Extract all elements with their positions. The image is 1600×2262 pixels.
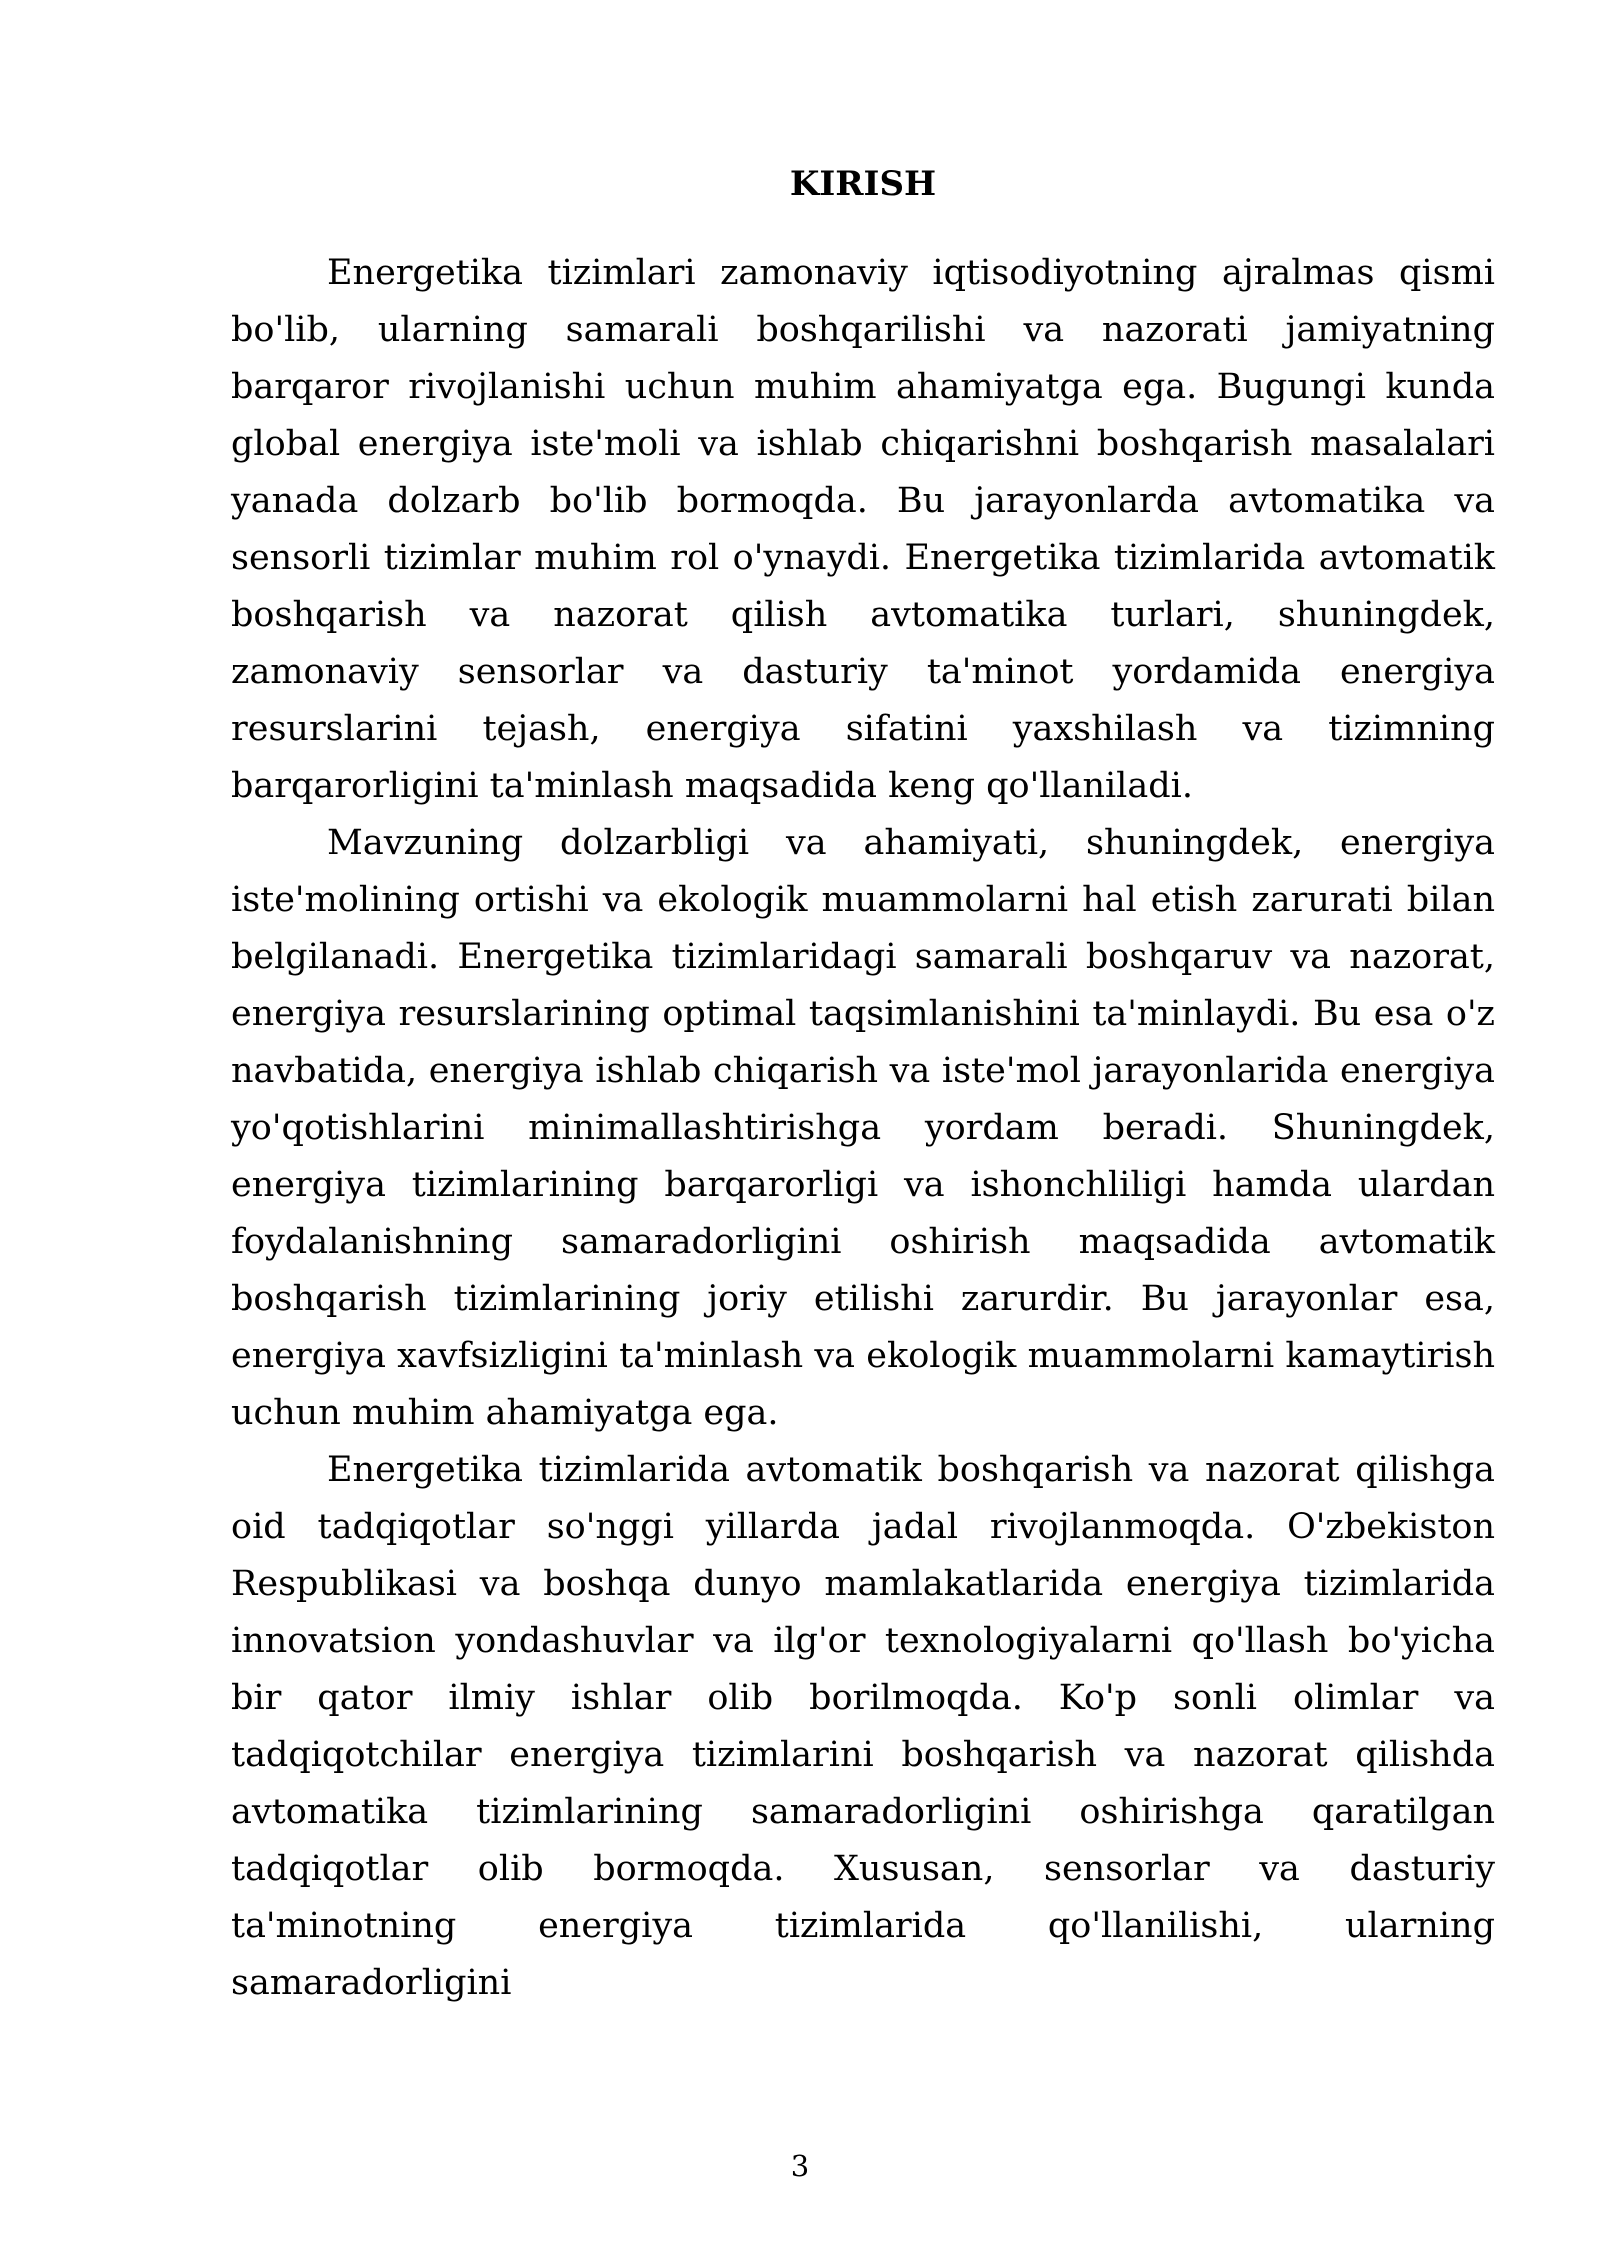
paragraph: Mavzuning dolzarbligi va ahamiyati, shuningdek, energiya iste'molining ortishi va ekologik muammolarni hal etish zarurati bilan belgilanadi. Energetika tizimlaridagi samarali boshqaruv va nazorat, energiya resurslarining optimal taqsimlanishini ta'minlaydi. Bu esa o'z navbatida, energiya ishlab chiqarish va iste'mol jarayonlarida energiya yo'qotishlarini minimallashtirishga yordam beradi. Shuningdek, energiya tizimlarining barqarorligi va ishonchliligi hamda ulardan foydalanishning samaradorligini oshirish maqsadida avtomatik boshqarish tizimlarining joriy etilishi zarurdir. Bu jarayonlar esa, energiya xavfsizligini ta'minlash va ekologik muammolarni kamaytirish uchun muhim ahamiyatga ega. [231,823,1495,1433]
paragraph: Energetika tizimlari zamonaviy iqtisodiyotning ajralmas qismi bo'lib, ularning samarali boshqarilishi va nazorati jamiyatning barqaror rivojlanishi uchun muhim ahamiyatga ega. Bugungi kunda global energiya iste'moli va ishlab chiqarishni boshqarish masalalari yanada dolzarb bo'lib bormoqda. Bu jarayonlarda avtomatika va sensorli tizimlar muhim rol o'ynaydi. Energetika tizimlarida avtomatik boshqarish va nazorat qilish avtomatika turlari, shuningdek, zamonaviy sensorlar va dasturiy ta'minot yordamida energiya resurslarini tejash, energiya sifatini yaxshilash va tizimning barqarorligini ta'minlash maqsadida keng qo'llaniladi. [231,253,1495,806]
body-text [231,245,1495,2012]
paragraph: Energetika tizimlarida avtomatik boshqarish va nazorat qilishga oid tadqiqotlar so'nggi yillarda jadal rivojlanmoqda. O'zbekiston Respublikasi va boshqa dunyo mamlakatlarida energiya tizimlarida innovatsion yondashuvlar va ilg'or texnologiyalarni qo'llash bo'yicha bir qator ilmiy ishlar olib borilmoqda. Ko'p sonli olimlar va tadqiqotchilar energiya tizimlarini boshqarish va nazorat qilishda avtomatika tizimlarining samaradorligini oshirishga qaratilgan tadqiqotlar olib bormoqda. Xususan, sensorlar va dasturiy ta'minotning energiya tizimlarida qo'llanilishi, ularning samaradorligini [231,1450,1495,2003]
page-number: 3 [790,2149,810,2183]
section-heading: KIRISH [789,164,937,204]
